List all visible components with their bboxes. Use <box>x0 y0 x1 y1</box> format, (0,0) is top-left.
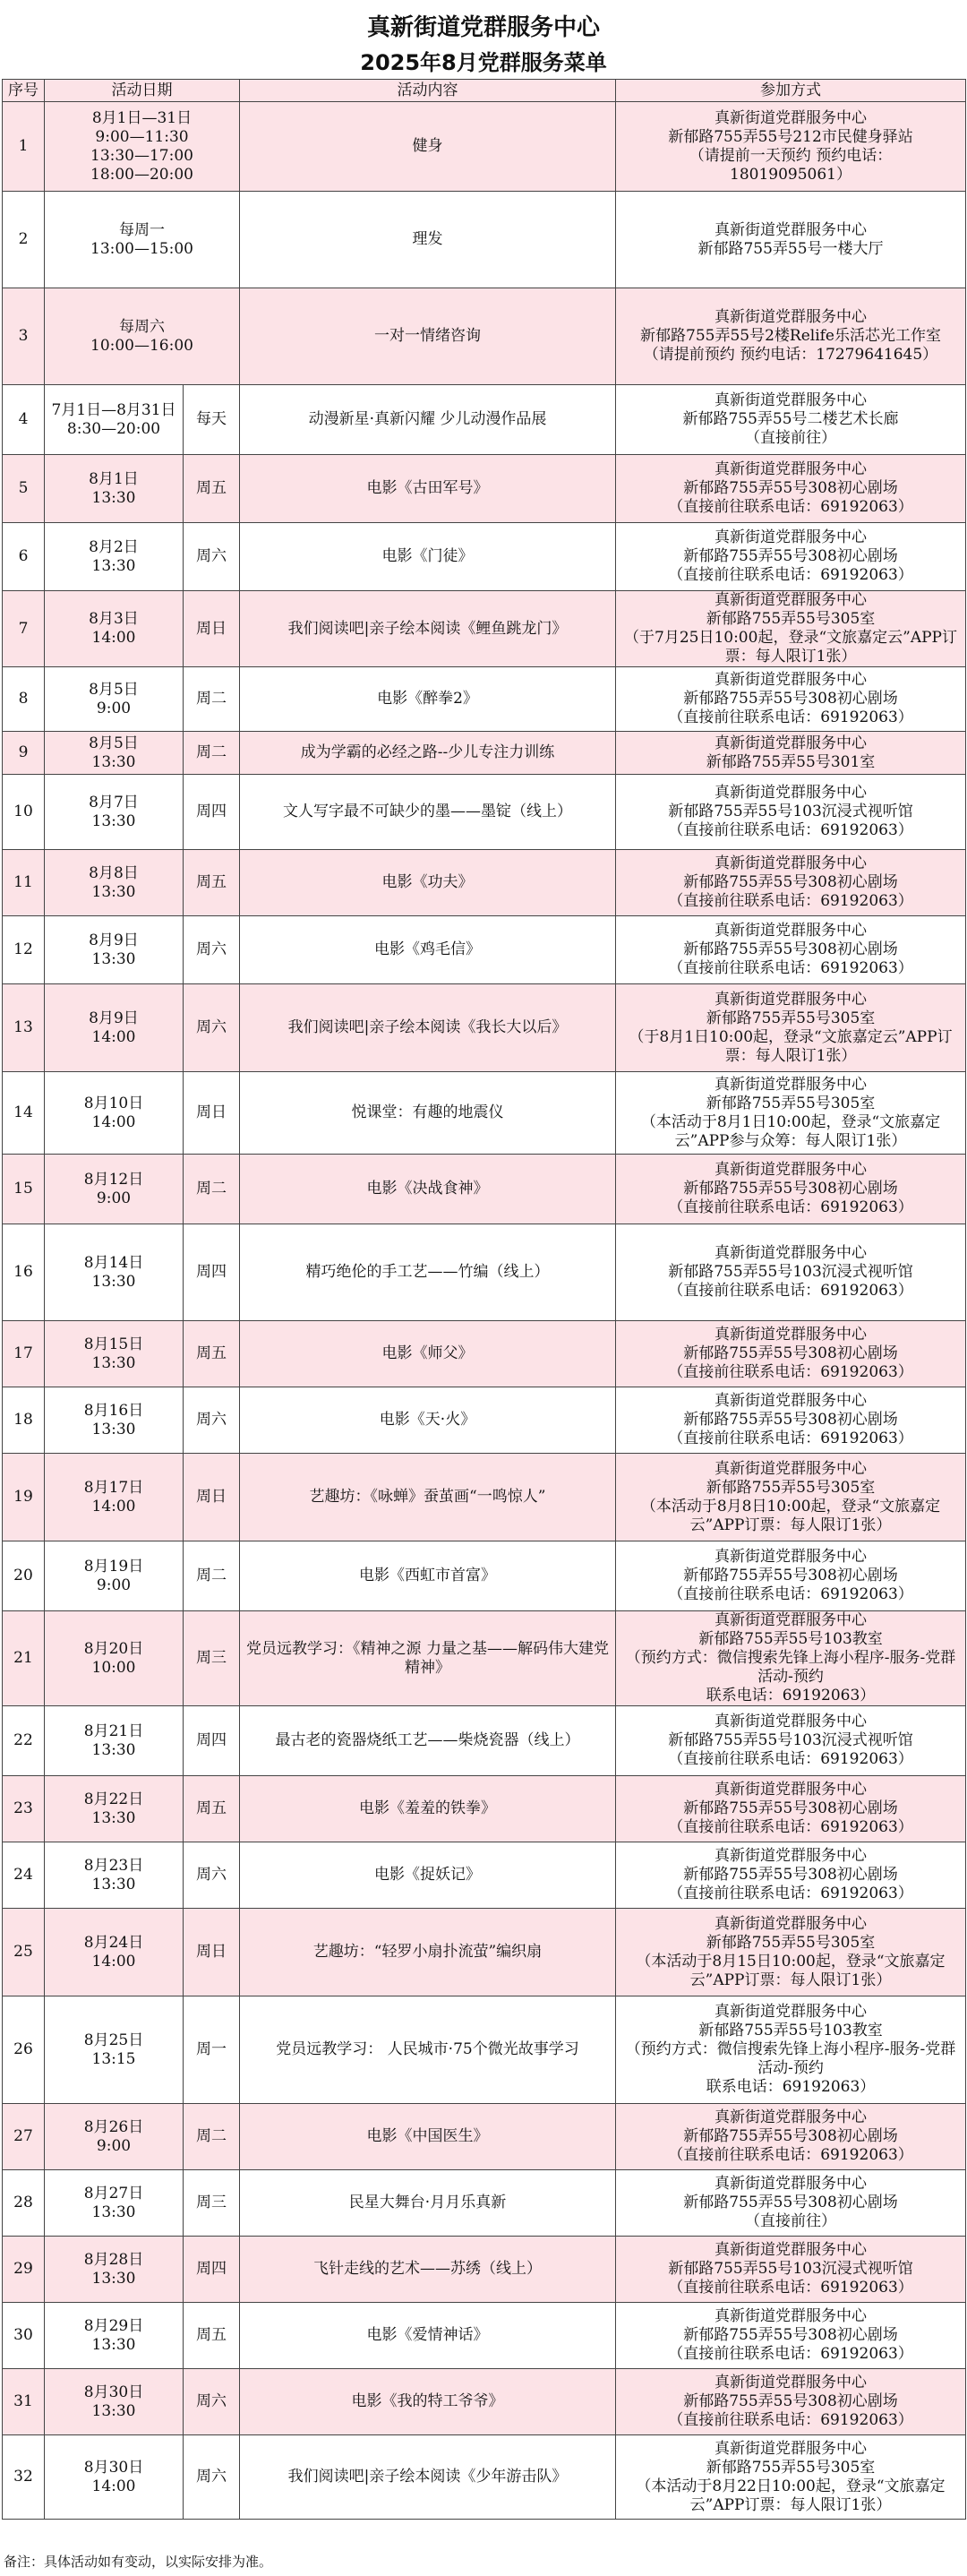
table-row <box>3 732 966 775</box>
table-row <box>3 1072 966 1155</box>
row-join-method: 真新街道党群服务中心 新郁路755弄55号308初心剧场 （直接前往联系电话：69192063） <box>616 1541 966 1611</box>
row-content: 电影《门徒》 <box>240 523 616 591</box>
row-number: 18 <box>3 1387 45 1454</box>
row-weekday: 周六 <box>184 2435 240 2520</box>
row-date: 8月7日 13:30 <box>45 775 184 850</box>
row-date: 8月20日 10:00 <box>45 1611 184 1706</box>
row-weekday: 周日 <box>184 1909 240 1996</box>
row-date: 8月29日 13:30 <box>45 2303 184 2369</box>
table-row <box>3 192 966 288</box>
row-join-method: 真新街道党群服务中心 新郁路755弄55号308初心剧场 （直接前往联系电话：69192063） <box>616 2369 966 2435</box>
row-content: 悦课堂：有趣的地震仪 <box>240 1072 616 1155</box>
table-row <box>3 916 966 984</box>
row-weekday: 周四 <box>184 775 240 850</box>
row-date: 每周一 13:00—15:00 <box>45 192 240 288</box>
row-number: 10 <box>3 775 45 850</box>
row-number: 2 <box>3 192 45 288</box>
row-weekday: 周四 <box>184 1224 240 1321</box>
row-number: 20 <box>3 1541 45 1611</box>
row-join-method: 真新街道党群服务中心 新郁路755弄55号308初心剧场 （直接前往联系电话：69192063） <box>616 2104 966 2170</box>
table-row <box>3 1541 966 1611</box>
row-join-method: 真新街道党群服务中心 新郁路755弄55号103沉浸式视听馆 （直接前往联系电话：69192063） <box>616 1224 966 1321</box>
row-number: 7 <box>3 591 45 667</box>
row-number: 11 <box>3 850 45 916</box>
row-date: 8月9日 13:30 <box>45 916 184 984</box>
table-row <box>3 102 966 192</box>
row-weekday: 周五 <box>184 1776 240 1842</box>
row-join-method: 真新街道党群服务中心 新郁路755弄55号308初心剧场 （直接前往） <box>616 2170 966 2237</box>
row-weekday: 周二 <box>184 1155 240 1224</box>
row-content: 电影《羞羞的铁拳》 <box>240 1776 616 1842</box>
row-number: 24 <box>3 1842 45 1909</box>
row-join-method: 真新街道党群服务中心 新郁路755弄55号二楼艺术长廊 （直接前往） <box>616 385 966 455</box>
table-row <box>3 1224 966 1321</box>
row-date: 8月10日 14:00 <box>45 1072 184 1155</box>
row-date: 8月19日 9:00 <box>45 1541 184 1611</box>
row-content: 电影《决战食神》 <box>240 1155 616 1224</box>
table-row <box>3 2435 966 2520</box>
table-row <box>3 1611 966 1706</box>
row-join-method: 真新街道党群服务中心 新郁路755弄55号305室 （于8月1日10:00起，登录“文旅嘉定云”APP订票：每人限订1张） <box>616 984 966 1072</box>
row-join-method: 真新街道党群服务中心 新郁路755弄55号305室 （本活动于8月15日10:00起，登录“文旅嘉定云”APP订票：每人限订1张） <box>616 1909 966 1996</box>
row-join-method: 真新街道党群服务中心 新郁路755弄55号301室 <box>616 732 966 775</box>
row-date: 每周六 10:00—16:00 <box>45 288 240 385</box>
row-join-method: 真新街道党群服务中心 新郁路755弄55号308初心剧场 （直接前往联系电话：69192063） <box>616 1842 966 1909</box>
row-date: 8月14日 13:30 <box>45 1224 184 1321</box>
row-join-method: 真新街道党群服务中心 新郁路755弄55号一楼大厅 <box>616 192 966 288</box>
row-weekday: 周五 <box>184 1321 240 1387</box>
row-content: 电影《师父》 <box>240 1321 616 1387</box>
row-weekday: 周五 <box>184 850 240 916</box>
row-number: 5 <box>3 455 45 523</box>
table-row <box>3 1706 966 1776</box>
row-content: 最古老的瓷器烧纸工艺——柴烧瓷器（线上） <box>240 1706 616 1776</box>
row-join-method: 真新街道党群服务中心 新郁路755弄55号305室 （本活动于8月8日10:00起，登录“文旅嘉定云”APP订票：每人限订1张） <box>616 1454 966 1541</box>
row-weekday: 周五 <box>184 455 240 523</box>
row-number: 13 <box>3 984 45 1072</box>
table-row <box>3 523 966 591</box>
row-content: 电影《古田军号》 <box>240 455 616 523</box>
row-date: 8月12日 9:00 <box>45 1155 184 1224</box>
row-weekday: 周三 <box>184 2170 240 2237</box>
row-content: 文人写字最不可缺少的墨——墨锭（线上） <box>240 775 616 850</box>
table-row <box>3 1155 966 1224</box>
row-join-method: 真新街道党群服务中心 新郁路755弄55号103沉浸式视听馆 （直接前往联系电话：69192063） <box>616 1706 966 1776</box>
footnote: 备注：具体活动如有变动，以实际安排为准。 <box>4 2554 273 2570</box>
row-number: 29 <box>3 2237 45 2303</box>
row-join-method: 真新街道党群服务中心 新郁路755弄55号2楼Relife乐活芯光工作室 （请提前预约 预约电话：17279641645） <box>616 288 966 385</box>
row-number: 19 <box>3 1454 45 1541</box>
table-row <box>3 1387 966 1454</box>
row-number: 28 <box>3 2170 45 2237</box>
row-number: 3 <box>3 288 45 385</box>
row-content: 电影《天·火》 <box>240 1387 616 1454</box>
row-content: 电影《醉拳2》 <box>240 667 616 732</box>
row-content: 飞针走线的艺术——苏绣（线上） <box>240 2237 616 2303</box>
page-title: 真新街道党群服务中心 <box>366 14 600 41</box>
table-row <box>3 984 966 1072</box>
row-content: 健身 <box>240 102 616 192</box>
row-date: 8月5日 9:00 <box>45 667 184 732</box>
table-row <box>3 850 966 916</box>
row-number: 12 <box>3 916 45 984</box>
row-date: 8月9日 14:00 <box>45 984 184 1072</box>
table-body <box>3 102 966 2520</box>
row-content: 成为学霸的必经之路--少儿专注力训练 <box>240 732 616 775</box>
row-weekday: 周二 <box>184 1541 240 1611</box>
row-content: 动漫新星·真新闪耀 少儿动漫作品展 <box>240 385 616 455</box>
row-join-method: 真新街道党群服务中心 新郁路755弄55号308初心剧场 （直接前往联系电话：69192063） <box>616 455 966 523</box>
row-content: 艺趣坊：“轻罗小扇扑流萤”编织扇 <box>240 1909 616 1996</box>
row-date: 8月16日 13:30 <box>45 1387 184 1454</box>
table-row <box>3 667 966 732</box>
row-number: 14 <box>3 1072 45 1155</box>
row-content: 电影《爱情神话》 <box>240 2303 616 2369</box>
page-subtitle: 2025年8月党群服务菜单 <box>360 50 607 75</box>
row-number: 27 <box>3 2104 45 2170</box>
table-row <box>3 2303 966 2369</box>
row-join-method: 真新街道党群服务中心 新郁路755弄55号305室 （于7月25日10:00起，登录“文旅嘉定云”APP订票：每人限订1张） <box>616 591 966 667</box>
row-content: 一对一情绪咨询 <box>240 288 616 385</box>
row-content: 精巧绝伦的手工艺——竹编（线上） <box>240 1224 616 1321</box>
header-date: 活动日期 <box>45 80 240 102</box>
row-join-method: 真新街道党群服务中心 新郁路755弄55号308初心剧场 （直接前往联系电话：69192063） <box>616 2303 966 2369</box>
row-weekday: 周一 <box>184 1996 240 2104</box>
table-row <box>3 288 966 385</box>
row-date: 8月2日 13:30 <box>45 523 184 591</box>
row-join-method: 真新街道党群服务中心 新郁路755弄55号103教室 （预约方式：微信搜索先锋上海小程序-服务-党群活动-预约 联系电话：69192063） <box>616 1611 966 1706</box>
row-content: 党员远教学习： 人民城市·75个微光故事学习 <box>240 1996 616 2104</box>
table-header-row <box>3 80 966 102</box>
row-content: 我们阅读吧|亲子绘本阅读《少年游击队》 <box>240 2435 616 2520</box>
row-join-method: 真新街道党群服务中心 新郁路755弄55号308初心剧场 （直接前往联系电话：69192063） <box>616 916 966 984</box>
row-date: 8月21日 13:30 <box>45 1706 184 1776</box>
table-row <box>3 455 966 523</box>
row-join-method: 真新街道党群服务中心 新郁路755弄55号308初心剧场 （直接前往联系电话：69192063） <box>616 1776 966 1842</box>
row-content: 理发 <box>240 192 616 288</box>
row-content: 电影《西虹市首富》 <box>240 1541 616 1611</box>
row-number: 23 <box>3 1776 45 1842</box>
row-number: 4 <box>3 385 45 455</box>
row-date: 8月22日 13:30 <box>45 1776 184 1842</box>
header-no: 序号 <box>3 80 45 102</box>
row-date: 8月5日 13:30 <box>45 732 184 775</box>
row-weekday: 每天 <box>184 385 240 455</box>
schedule-table <box>2 79 966 2520</box>
row-date: 7月1日—8月31日 8:30—20:00 <box>45 385 184 455</box>
row-weekday: 周六 <box>184 916 240 984</box>
header-content: 活动内容 <box>240 80 616 102</box>
row-join-method: 真新街道党群服务中心 新郁路755弄55号305室 （本活动于8月1日10:00起，登录“文旅嘉定云”APP参与众筹：每人限订1张） <box>616 1072 966 1155</box>
table-row <box>3 2237 966 2303</box>
row-number: 1 <box>3 102 45 192</box>
row-weekday: 周六 <box>184 1387 240 1454</box>
row-join-method: 真新街道党群服务中心 新郁路755弄55号308初心剧场 （直接前往联系电话：69192063） <box>616 1155 966 1224</box>
row-join-method: 真新街道党群服务中心 新郁路755弄55号103教室 （预约方式：微信搜索先锋上海小程序-服务-党群活动-预约 联系电话：69192063） <box>616 1996 966 2104</box>
row-content: 党员远教学习：《精神之源 力量之基——解码伟大建党精神》 <box>240 1611 616 1706</box>
table-row <box>3 1909 966 1996</box>
row-date: 8月3日 14:00 <box>45 591 184 667</box>
row-join-method: 真新街道党群服务中心 新郁路755弄55号103沉浸式视听馆 （直接前往联系电话：69192063） <box>616 775 966 850</box>
row-date: 8月27日 13:30 <box>45 2170 184 2237</box>
row-number: 15 <box>3 1155 45 1224</box>
row-date: 8月25日 13:15 <box>45 1996 184 2104</box>
row-number: 30 <box>3 2303 45 2369</box>
row-date: 8月23日 13:30 <box>45 1842 184 1909</box>
row-weekday: 周四 <box>184 2237 240 2303</box>
row-number: 31 <box>3 2369 45 2435</box>
row-number: 32 <box>3 2435 45 2520</box>
table-row <box>3 775 966 850</box>
table-row <box>3 2104 966 2170</box>
row-join-method: 真新街道党群服务中心 新郁路755弄55号308初心剧场 （直接前往联系电话：69192063） <box>616 667 966 732</box>
row-number: 26 <box>3 1996 45 2104</box>
row-weekday: 周六 <box>184 2369 240 2435</box>
row-date: 8月1日 13:30 <box>45 455 184 523</box>
row-content: 电影《中国医生》 <box>240 2104 616 2170</box>
table-row <box>3 2369 966 2435</box>
row-join-method: 真新街道党群服务中心 新郁路755弄55号308初心剧场 （直接前往联系电话：69192063） <box>616 850 966 916</box>
table-row <box>3 591 966 667</box>
row-join-method: 真新街道党群服务中心 新郁路755弄55号212市民健身驿站 （请提前一天预约 预约电话： 18019095061） <box>616 102 966 192</box>
header-join: 参加方式 <box>616 80 966 102</box>
table-row <box>3 1454 966 1541</box>
row-content: 电影《捉妖记》 <box>240 1842 616 1909</box>
row-weekday: 周日 <box>184 1454 240 1541</box>
row-content: 民星大舞台·月月乐真新 <box>240 2170 616 2237</box>
row-number: 9 <box>3 732 45 775</box>
row-number: 8 <box>3 667 45 732</box>
row-weekday: 周日 <box>184 591 240 667</box>
row-number: 16 <box>3 1224 45 1321</box>
row-content: 电影《功夫》 <box>240 850 616 916</box>
table-row <box>3 385 966 455</box>
row-number: 17 <box>3 1321 45 1387</box>
row-date: 8月1日—31日 9:00—11:30 13:30—17:00 18:00—20:00 <box>45 102 240 192</box>
row-date: 8月30日 13:30 <box>45 2369 184 2435</box>
row-content: 艺趣坊：《咏蝉》蚕茧画“一鸣惊人” <box>240 1454 616 1541</box>
row-join-method: 真新街道党群服务中心 新郁路755弄55号103沉浸式视听馆 （直接前往联系电话：69192063） <box>616 2237 966 2303</box>
row-weekday: 周五 <box>184 2303 240 2369</box>
row-content: 我们阅读吧|亲子绘本阅读《鲤鱼跳龙门》 <box>240 591 616 667</box>
row-date: 8月24日 14:00 <box>45 1909 184 1996</box>
row-number: 21 <box>3 1611 45 1706</box>
row-weekday: 周六 <box>184 1842 240 1909</box>
row-weekday: 周四 <box>184 1706 240 1776</box>
row-join-method: 真新街道党群服务中心 新郁路755弄55号308初心剧场 （直接前往联系电话：69192063） <box>616 1387 966 1454</box>
row-weekday: 周日 <box>184 1072 240 1155</box>
row-join-method: 真新街道党群服务中心 新郁路755弄55号308初心剧场 （直接前往联系电话：69192063） <box>616 523 966 591</box>
row-date: 8月8日 13:30 <box>45 850 184 916</box>
row-date: 8月30日 14:00 <box>45 2435 184 2520</box>
row-date: 8月28日 13:30 <box>45 2237 184 2303</box>
row-number: 22 <box>3 1706 45 1776</box>
row-join-method: 真新街道党群服务中心 新郁路755弄55号305室 （本活动于8月22日10:00起，登录“文旅嘉定云”APP订票：每人限订1张） <box>616 2435 966 2520</box>
row-weekday: 周六 <box>184 523 240 591</box>
table-row <box>3 1842 966 1909</box>
row-join-method: 真新街道党群服务中心 新郁路755弄55号308初心剧场 （直接前往联系电话：69192063） <box>616 1321 966 1387</box>
table-row <box>3 2170 966 2237</box>
table-row <box>3 1776 966 1842</box>
row-weekday: 周三 <box>184 1611 240 1706</box>
row-content: 电影《鸡毛信》 <box>240 916 616 984</box>
row-weekday: 周二 <box>184 2104 240 2170</box>
row-date: 8月15日 13:30 <box>45 1321 184 1387</box>
row-content: 我们阅读吧|亲子绘本阅读《我长大以后》 <box>240 984 616 1072</box>
row-number: 6 <box>3 523 45 591</box>
row-date: 8月17日 14:00 <box>45 1454 184 1541</box>
row-number: 25 <box>3 1909 45 1996</box>
row-weekday: 周六 <box>184 984 240 1072</box>
row-weekday: 周二 <box>184 732 240 775</box>
row-weekday: 周二 <box>184 667 240 732</box>
table-row <box>3 1321 966 1387</box>
table-row <box>3 1996 966 2104</box>
row-date: 8月26日 9:00 <box>45 2104 184 2170</box>
row-content: 电影《我的特工爷爷》 <box>240 2369 616 2435</box>
